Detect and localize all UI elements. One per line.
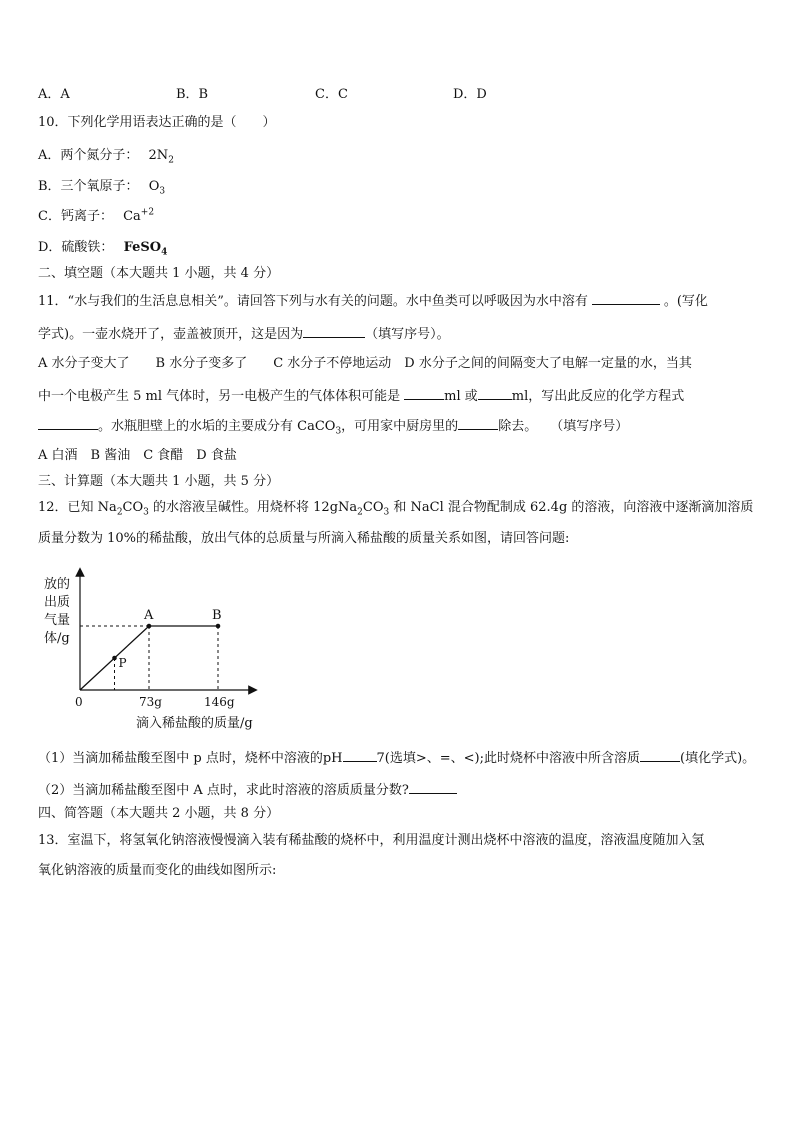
q11-text: 。水瓶胆壁上的水垢的主要成分有 CaCO bbox=[98, 419, 336, 434]
formula-text: O bbox=[148, 179, 160, 194]
formula-text: 2N bbox=[148, 148, 169, 163]
y-axis-label-line: 出质 bbox=[44, 595, 71, 610]
q11-text: ml 或 bbox=[444, 389, 478, 404]
q13-line-2: 氧化钠溶液的质量而变化的曲线如图所示: bbox=[38, 863, 277, 878]
option-d: D．D bbox=[453, 87, 487, 102]
q11-line-4 bbox=[38, 387, 684, 405]
q10-option-a-label: A．两个氮分子： bbox=[38, 148, 139, 163]
q11-text: （填写序号）。 bbox=[365, 327, 450, 342]
point-label-b: B bbox=[212, 608, 222, 623]
answer-blank[interactable] bbox=[592, 292, 660, 305]
q12-text: (填化学式)。 bbox=[680, 751, 756, 766]
formula-subscript: 2 bbox=[357, 507, 363, 518]
q10-stem: 10．下列化学用语表达正确的是（ ） bbox=[38, 115, 276, 130]
answer-blank[interactable] bbox=[343, 749, 377, 762]
q13-line-1: 13．室温下，将氢氧化钠溶液慢慢滴入装有稀盐酸的烧杯中，利用温度计测出烧杯中溶液的温度，溶液温度随加入氢 bbox=[38, 833, 705, 848]
answer-options-row bbox=[38, 83, 558, 102]
q10-option-b bbox=[38, 179, 165, 195]
point-b bbox=[216, 624, 221, 629]
q12-sub-1 bbox=[38, 749, 755, 767]
point-a bbox=[147, 624, 152, 629]
answer-blank[interactable] bbox=[478, 387, 512, 400]
answer-blank[interactable] bbox=[38, 417, 98, 430]
x-tick-label: 146g bbox=[204, 695, 235, 709]
q10-option-d bbox=[38, 240, 167, 256]
point-label-p: P bbox=[118, 656, 127, 670]
q12-text: 和 NaCl 混合物配制成 62.4g 的溶液，向溶液中逐渐滴加溶质 bbox=[389, 500, 754, 515]
section-4-heading: 四、简答题（本大题共 2 小题，共 8 分） bbox=[38, 806, 280, 821]
q12-text: （2）当滴加稀盐酸至图中 A 点时，求此时溶液的溶质质量分数? bbox=[38, 783, 409, 798]
formula-superscript: +2 bbox=[140, 207, 155, 218]
section-2-heading: 二、填空题（本大题共 1 小题，共 4 分） bbox=[38, 266, 280, 281]
q10-option-d-label: D．硫酸铁： bbox=[38, 240, 114, 255]
option-c: C．C bbox=[315, 87, 348, 102]
formula-text: Ca bbox=[123, 209, 141, 224]
x-tick-label: 73g bbox=[139, 695, 162, 709]
q10-option-c-label: C．钙离子： bbox=[38, 209, 113, 224]
origin-label: 0 bbox=[75, 695, 83, 709]
q10-option-b-label: B．三个氧原子： bbox=[38, 179, 139, 194]
q12-sub-2 bbox=[38, 781, 457, 799]
q12-text: （1）当滴加稀盐酸至图中 p 点时，烧杯中溶液的pH bbox=[38, 751, 343, 766]
q10-option-a bbox=[38, 148, 174, 164]
q12-text: 12．已知 Na bbox=[38, 500, 117, 515]
answer-blank[interactable] bbox=[404, 387, 444, 400]
x-axis-label: 滴入稀盐酸的质量/g bbox=[136, 716, 253, 731]
q10-option-a-formula bbox=[148, 148, 174, 166]
formula-subscript: 4 bbox=[161, 247, 168, 258]
formula-subscript: 3 bbox=[143, 507, 149, 518]
q10-option-d-formula bbox=[123, 240, 168, 258]
q11-text: ，可用家中厨房里的 bbox=[341, 419, 459, 434]
q11-line-6: A 白酒 B 酱油 C 食醋 D 食盐 bbox=[38, 448, 237, 463]
gas-mass-chart bbox=[38, 566, 278, 736]
q11-text: 11．“水与我们的生活息息相关”。请回答下列与水有关的问题。水中鱼类可以呼吸因为水中溶有 bbox=[38, 294, 588, 309]
answer-blank[interactable] bbox=[458, 417, 498, 430]
formula-text: FeSO bbox=[123, 240, 162, 255]
q12-line-2: 质量分数为 10%的稀盐酸，放出气体的总质量与所滴入稀盐酸的质量关系如图，请回答问题: bbox=[38, 531, 570, 546]
q12-text: CO bbox=[122, 500, 144, 515]
formula-subscript: 3 bbox=[383, 507, 390, 518]
section-3-heading: 三、计算题（本大题共 1 小题，共 5 分） bbox=[38, 474, 280, 489]
formula-subscript: 2 bbox=[116, 507, 123, 518]
point-p bbox=[112, 656, 117, 661]
option-a: A．A bbox=[38, 87, 70, 102]
q12-line-1 bbox=[38, 500, 753, 516]
q11-line-2 bbox=[38, 325, 450, 343]
q11-line-5 bbox=[38, 417, 628, 435]
q10-option-c bbox=[38, 209, 154, 225]
option-b: B．B bbox=[176, 87, 209, 102]
q11-text: 。(写化 bbox=[663, 294, 708, 309]
q11-line-3: A 水分子变大了 B 水分子变多了 C 水分子不停地运动 D 水分子之间的间隔变大了电解一定量的水，当其 bbox=[38, 356, 692, 371]
formula-subscript: 3 bbox=[335, 426, 342, 437]
q12-text: 7(选填>、=、<);此时烧杯中溶液中所含溶质 bbox=[376, 751, 641, 766]
formula-subscript: 2 bbox=[168, 155, 174, 166]
chart-svg bbox=[38, 566, 278, 736]
q11-text: 除去。 （填写序号） bbox=[498, 419, 629, 434]
point-label-a: A bbox=[144, 608, 154, 623]
q12-text: 的水溶液呈碱性。用烧杯将 12gNa bbox=[148, 500, 358, 515]
q11-text: 学式)。一壶水烧开了，壶盖被顶开，这是因为 bbox=[38, 327, 304, 342]
answer-blank[interactable] bbox=[640, 749, 680, 762]
q12-text: CO bbox=[362, 500, 384, 515]
answer-blank[interactable] bbox=[303, 325, 365, 338]
formula-subscript: 3 bbox=[159, 186, 166, 197]
q11-text: 中一个电极产生 5 ml 气体时，另一电极产生的气体体积可能是 bbox=[38, 389, 401, 404]
q11-line-1 bbox=[38, 292, 708, 310]
q10-option-b-formula bbox=[148, 179, 166, 197]
answer-blank[interactable] bbox=[409, 781, 457, 794]
y-axis-label-line: 体/g bbox=[44, 631, 70, 646]
y-axis-label-line: 气量 bbox=[44, 613, 71, 628]
q11-text: ml，写出此反应的化学方程式 bbox=[511, 389, 685, 404]
q10-option-c-formula bbox=[123, 209, 154, 224]
y-axis-label-line: 放的 bbox=[44, 577, 71, 592]
